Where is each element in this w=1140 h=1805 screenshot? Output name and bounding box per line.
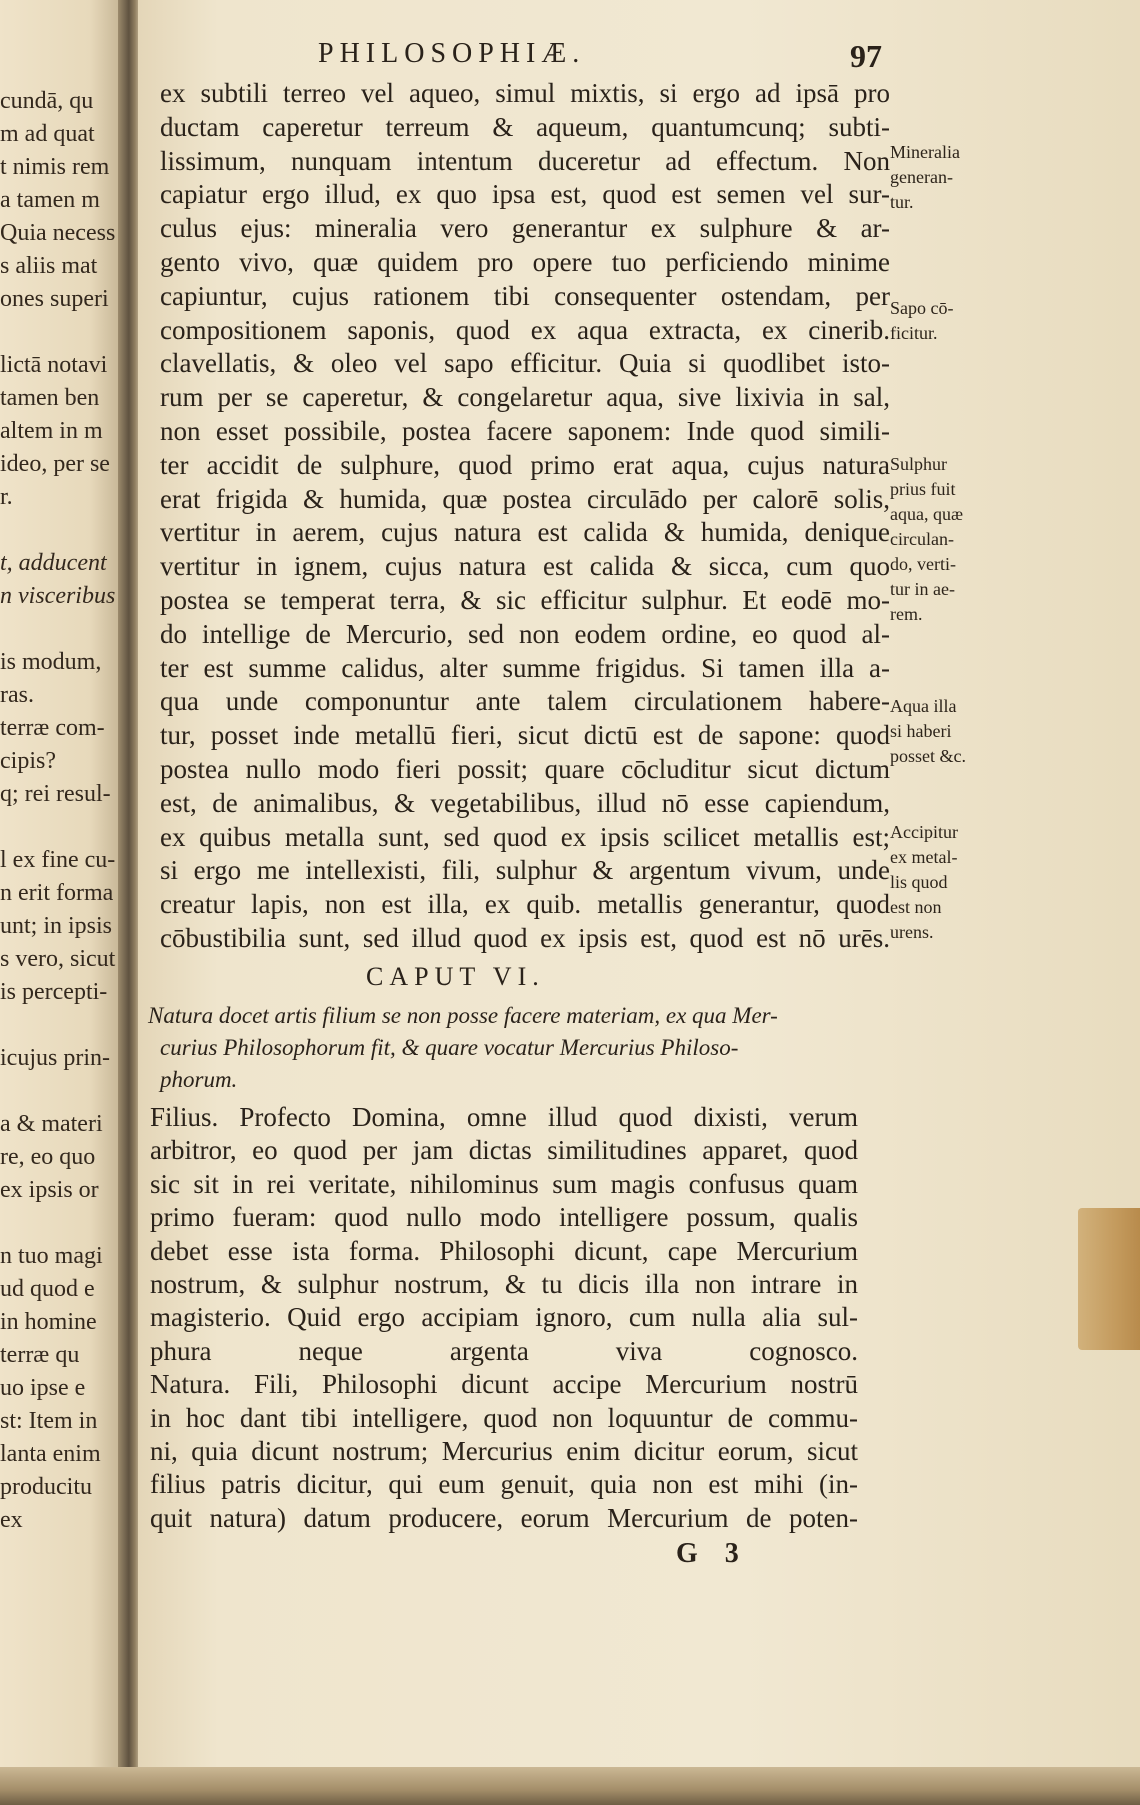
facing-page-line: q; rei resul- [0,781,111,807]
text-line: postea se temperat terra, & sic efficitur sulphur. Et eodē mo- [160,585,890,615]
facing-page-line: s aliis mat [0,253,98,279]
facing-page-line: Quia necess [0,220,116,246]
text-line: ex subtili terreo vel aqueo, simul mixtis, si ergo ad ipsā pro [160,78,890,108]
text-line: qua unde componuntur ante talem circulationem habere- [160,686,890,717]
marginal-note-line: urens. [890,922,934,942]
text-line: postea nullo modo fieri possit; quare cōcluditur sicut dictum [160,754,890,784]
marginal-note-line: si haberi [890,721,952,741]
facing-page-line: a & materi [0,1111,103,1137]
facing-page-line: n erit forma [0,880,114,906]
text-line: in hoc dant tibi intelligere, quod non loquuntur de commu- [150,1402,858,1433]
marginal-note-line: rem. [890,604,923,624]
facing-page-line: n tuo magi [0,1243,103,1269]
text-line: capiuntur, cujus rationem tibi consequenter ostendam, per [160,280,890,311]
facing-page-line: ex [0,1507,23,1533]
facing-page-line: s vero, sicut [0,946,116,972]
marginal-note-line: Sulphur [890,454,948,474]
facing-page-line: uo ipse e [0,1375,86,1401]
text-line: ductam caperetur terreum & aqueum, quantumcunq; subti- [160,111,890,142]
facing-page-left [0,0,128,1805]
facing-page-line: ras. [0,682,34,708]
text-line: creatur lapis, non est illa, ex quib. metallis generantur, quod [160,889,890,920]
marginal-note-line: aqua, quæ [890,504,963,524]
text-line: tur, posset inde metallū fieri, sicut dictū est de sapone: quod [160,720,890,751]
facing-page-line: ud quod e [0,1276,95,1302]
text-line: ni, quia dicunt nostrum; Mercurius enim dicitur eorum, sicut [150,1436,858,1466]
text-line: do intellige de Mercurio, sed non eodem ordine, eo quod al- [160,618,890,649]
text-line: sic sit in rei veritate, nihilominus sum magis confusus quam [150,1168,858,1199]
text-line: vertitur in ignem, cujus natura est calida & sicca, cum quo [160,551,890,582]
text-line: si ergo me intellexisti, fili, sulphur & argentum vivum, unde [160,855,890,886]
text-line: rum per se caperetur, & congelaretur aqua, sive lixivia in sal, [160,382,890,413]
facing-page-line: terræ qu [0,1342,80,1368]
signature-mark: G 3 [676,1538,749,1569]
chapter-summary-line: curius Philosophorum fit, & quare vocatur Mercurius Philoso- [160,1035,739,1060]
facing-page-line: is modum, [0,649,102,675]
text-line: arbitror, eo quod per jam dictas similitudines apparet, quod [150,1135,858,1166]
facing-page-line: cundā, qu [0,88,94,114]
facing-page-line: lictā notavi [0,352,108,378]
marginal-note-line: prius fuit [890,479,956,499]
facing-page-line: st: Item in [0,1408,98,1434]
facing-page-line: t nimis rem [0,154,110,180]
text-line: ter est summe calidus, alter summe frigidus. Si tamen illa a- [160,652,890,683]
text-line: gento vivo, quæ quidem pro opere tuo perficiendo minime [160,247,890,277]
page-edge-tab [1078,1208,1140,1350]
facing-page-line: ideo, per se [0,451,110,477]
text-line: debet esse ista forma. Philosophi dicunt, cape Mercurium [150,1235,858,1266]
facing-page-line: t, adducent [0,550,107,576]
page-number: 97 [850,38,882,74]
text-line: compositionem saponis, quod ex aqua extracta, ex cinerib. [160,314,890,345]
marginal-note-line: Accipitur [890,822,958,842]
facing-page-line: ex ipsis or [0,1177,99,1203]
text-line: nostrum, & sulphur nostrum, & tu dicis illa non intrare in [150,1269,858,1299]
marginal-note-line: circulan- [890,529,954,549]
text-line: phura neque argenta viva cognosco. [150,1335,858,1366]
marginal-note-line: tur in ae- [890,579,955,599]
chapter-summary-line: Natura docet artis filium se non posse facere materiam, ex qua Mer- [148,1003,778,1028]
marginal-note [890,296,1010,346]
marginal-note-line: generan- [890,167,953,187]
facing-page-line: n visceribus [0,583,116,609]
text-line: magisterio. Quid ergo accipiam ignoro, cum nulla alia sul- [150,1302,858,1333]
text-line: ex quibus metalla sunt, sed quod ex ipsis scilicet metallis est; [160,821,890,852]
text-line: erat frigida & humida, quæ postea circulādo per calorē solis, [160,483,890,514]
text-line: capiatur ergo illud, ex quo ipsa est, quod est semen vel sur- [160,179,890,210]
marginal-note-line: est non [890,897,942,917]
text-line: Filius. Profecto Domina, omne illud quod dixisti, verum [150,1102,858,1132]
text-line: Natura. Fili, Philosophi dicunt accipe Mercurium nostrū [150,1369,858,1400]
marginal-note [890,452,1010,627]
facing-page-line: re, eo quo [0,1144,96,1170]
running-head: PHILOSOPHIÆ. [318,38,586,69]
marginal-note-line: Sapo cō- [890,298,954,318]
text-line: primo fueram: quod nullo modo intelligere possum, qualis [150,1202,858,1233]
facing-page-line: cipis? [0,748,56,774]
facing-page-line: l ex fine cu- [0,847,116,873]
facing-page-line: m ad quat [0,121,95,147]
marginal-note-line: Aqua illa [890,696,957,716]
facing-page-line: lanta enim [0,1441,101,1467]
text-line: ter accidit de sulphure, quod primo erat aqua, cujus natura [160,449,890,480]
facing-page-line: tamen ben [0,385,100,411]
facing-page-line: r. [0,484,13,510]
marginal-note [890,694,1010,769]
chapter-title: CAPUT VI. [366,962,545,991]
chapter-summary-line: phorum. [160,1067,238,1092]
text-line: vertitur in aerem, cujus natura est calida & humida, denique [160,517,890,548]
text-line: filius patris dicitur, qui eum genuit, quia non est mihi (in- [150,1469,858,1500]
marginal-note [890,140,1010,215]
facing-page-line: ones superi [0,286,109,312]
facing-page-line: is percepti- [0,979,108,1005]
text-line: culus ejus: mineralia vero generantur ex sulphure & ar- [160,213,890,244]
marginal-note-line: posset &c. [890,746,966,766]
facing-page-line: terræ com- [0,715,105,741]
facing-page-line: a tamen m [0,187,100,213]
text-line: clavellatis, & oleo vel sapo efficitur. Quia si quodlibet isto- [160,348,890,379]
text-line: non esset possibile, postea facere saponem: Inde quod simili- [160,416,890,446]
text-line: quit natura) datum producere, eorum Mercurium de poten- [150,1502,858,1533]
facing-page-line: icujus prin- [0,1045,110,1071]
marginal-note-line: do, verti- [890,554,956,574]
facing-page-line: producitu [0,1474,92,1500]
facing-page-line: altem in m [0,418,103,444]
marginal-note-line: tur. [890,192,914,212]
marginal-note-line: lis quod [890,872,948,892]
marginal-note-line: Mineralia [890,142,960,162]
facing-page-line: in homine [0,1309,97,1335]
marginal-note [890,820,1010,945]
text-line: cōbustibilia sunt, sed illud quod ex ipsis est, quod est nō urēs. [160,923,890,953]
book-bottom-edge [0,1767,1140,1805]
marginal-note-line: ficitur. [890,323,938,343]
marginal-note-line: ex metal- [890,847,958,867]
text-line: est, de animalibus, & vegetabilibus, illud nō esse capiendum, [160,787,890,818]
facing-page-line: unt; in ipsis [0,913,113,939]
text-line: lissimum, nunquam intentum duceretur ad effectum. Non [160,145,890,176]
